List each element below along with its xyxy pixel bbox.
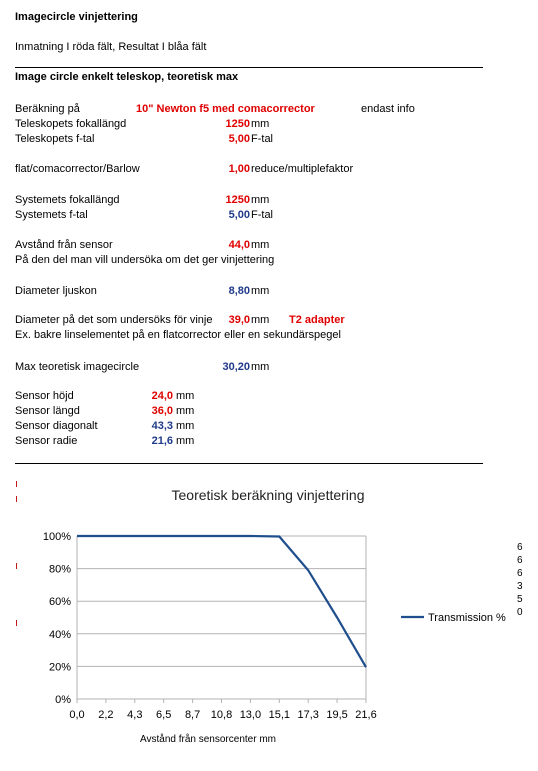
x-tick-label: 17,3 — [297, 709, 319, 721]
y-tick-label: 100% — [42, 531, 71, 543]
max-unit: mm — [251, 361, 270, 373]
part-note[interactable]: T2 adapter — [289, 314, 345, 326]
y-tick-label: 60% — [48, 596, 71, 609]
calc-label: Beräkning på — [15, 103, 80, 115]
hidden-cell-edge: ı — [15, 560, 19, 572]
x-tick-label: 2,2 — [98, 709, 114, 721]
factor-unit: reduce/multiplefaktor — [251, 163, 354, 175]
legend-label: Transmission % — [428, 612, 506, 624]
sensor-r-label: Sensor radie — [15, 435, 78, 447]
fnum-unit: F-tal — [251, 133, 273, 145]
sys-fnum-label: Systemets f-tal — [15, 209, 88, 221]
cone-label: Diameter ljuskon — [15, 285, 97, 297]
x-tick-label: 13,0 — [239, 709, 262, 721]
dist-input-cell[interactable]: 44,0 — [228, 239, 250, 251]
part-input-cell[interactable]: 39,0 — [228, 314, 250, 326]
fnum-input-cell[interactable]: 5,00 — [228, 133, 250, 145]
y-tick-label: 40% — [48, 628, 71, 641]
sensor-d-label: Sensor diagonalt — [15, 420, 98, 432]
x-tick-label: 6,5 — [156, 709, 172, 721]
sensor-h-label: Sensor höjd — [15, 390, 74, 402]
factor-label: flat/comacorrector/Barlow — [15, 163, 140, 175]
instructions-text: Inmatning I röda fält, Resultat I blåa fält — [15, 41, 207, 53]
max-label: Max teoretisk imagecircle — [15, 361, 140, 373]
dist-label: Avstånd från sensor — [15, 239, 113, 251]
focal-input-cell[interactable]: 1250 — [225, 118, 250, 130]
cone-result-cell[interactable]: 8,80 — [228, 285, 250, 297]
part-label: Diameter på det som undersöks för vinje — [15, 314, 213, 326]
x-tick-label: 15,1 — [268, 709, 291, 721]
y-tick-label: 0% — [55, 694, 71, 706]
right-edge-digit: 5 — [517, 594, 523, 605]
x-tick-label: 10,8 — [210, 709, 233, 721]
sensor-d-unit: mm — [176, 420, 195, 432]
sys-fnum-result-cell[interactable]: 5,00 — [228, 209, 250, 221]
focal-unit: mm — [251, 118, 270, 130]
max-result-cell[interactable]: 30,20 — [222, 361, 250, 373]
part-example: Ex. bakre linselementet på en flatcorrector eller en sekundärspegel — [15, 329, 341, 341]
x-tick-label: 0,0 — [69, 709, 85, 721]
sensor-h-input-cell[interactable]: 24,0 — [151, 390, 173, 402]
sys-focal-label: Systemets fokallängd — [15, 194, 120, 206]
fnum-label: Teleskopets f-tal — [15, 133, 95, 145]
sys-focal-unit: mm — [251, 194, 270, 206]
x-axis-label: Avstånd från sensorcenter mm — [140, 734, 276, 745]
sensor-l-input-cell[interactable]: 36,0 — [151, 405, 173, 417]
calc-input-cell[interactable]: 10" Newton f5 med comacorrector — [136, 103, 315, 115]
sys-fnum-unit: F-tal — [251, 209, 273, 221]
cone-unit: mm — [251, 285, 270, 297]
chart-title: Teoretisk beräkning vinjettering — [171, 487, 365, 503]
sensor-d-result-cell[interactable]: 43,3 — [151, 420, 173, 432]
sys-focal-cell[interactable]: 1250 — [225, 194, 250, 206]
dist-unit: mm — [251, 239, 270, 251]
sensor-r-unit: mm — [176, 435, 195, 447]
y-tick-label: 20% — [48, 661, 71, 674]
right-edge-digit: 0 — [517, 607, 523, 618]
hidden-cell-edge: ı — [15, 478, 19, 490]
focal-label: Teleskopets fokallängd — [15, 118, 127, 130]
x-tick-label: 8,7 — [184, 709, 201, 721]
part-unit: mm — [251, 314, 270, 326]
sensor-h-unit: mm — [176, 390, 195, 402]
right-edge-digit: 6 — [517, 555, 523, 566]
calc-note: endast info — [361, 103, 415, 115]
hidden-cell-edge: ı — [15, 493, 19, 505]
right-edge-digit: 6 — [517, 568, 523, 579]
sensor-l-label: Sensor längd — [15, 405, 80, 417]
y-tick-label: 80% — [48, 563, 71, 576]
factor-input-cell[interactable]: 1,00 — [228, 163, 250, 175]
hidden-cell-edge: ı — [15, 617, 19, 629]
section-title: Image circle enkelt teleskop, teoretisk max — [15, 71, 239, 83]
right-edge-digit: 3 — [517, 581, 523, 592]
sensor-r-result-cell[interactable]: 21,6 — [151, 435, 173, 447]
dist-note: På den del man vill undersöka om det ger vinjettering — [15, 254, 275, 266]
right-edge-digit: 6 — [517, 542, 523, 553]
page-title: Imagecircle vinjettering — [15, 11, 138, 23]
x-tick-label: 21,6 — [355, 709, 377, 721]
x-tick-label: 19,5 — [326, 709, 348, 721]
sensor-l-unit: mm — [176, 405, 195, 417]
x-tick-label: 4,3 — [127, 709, 143, 721]
